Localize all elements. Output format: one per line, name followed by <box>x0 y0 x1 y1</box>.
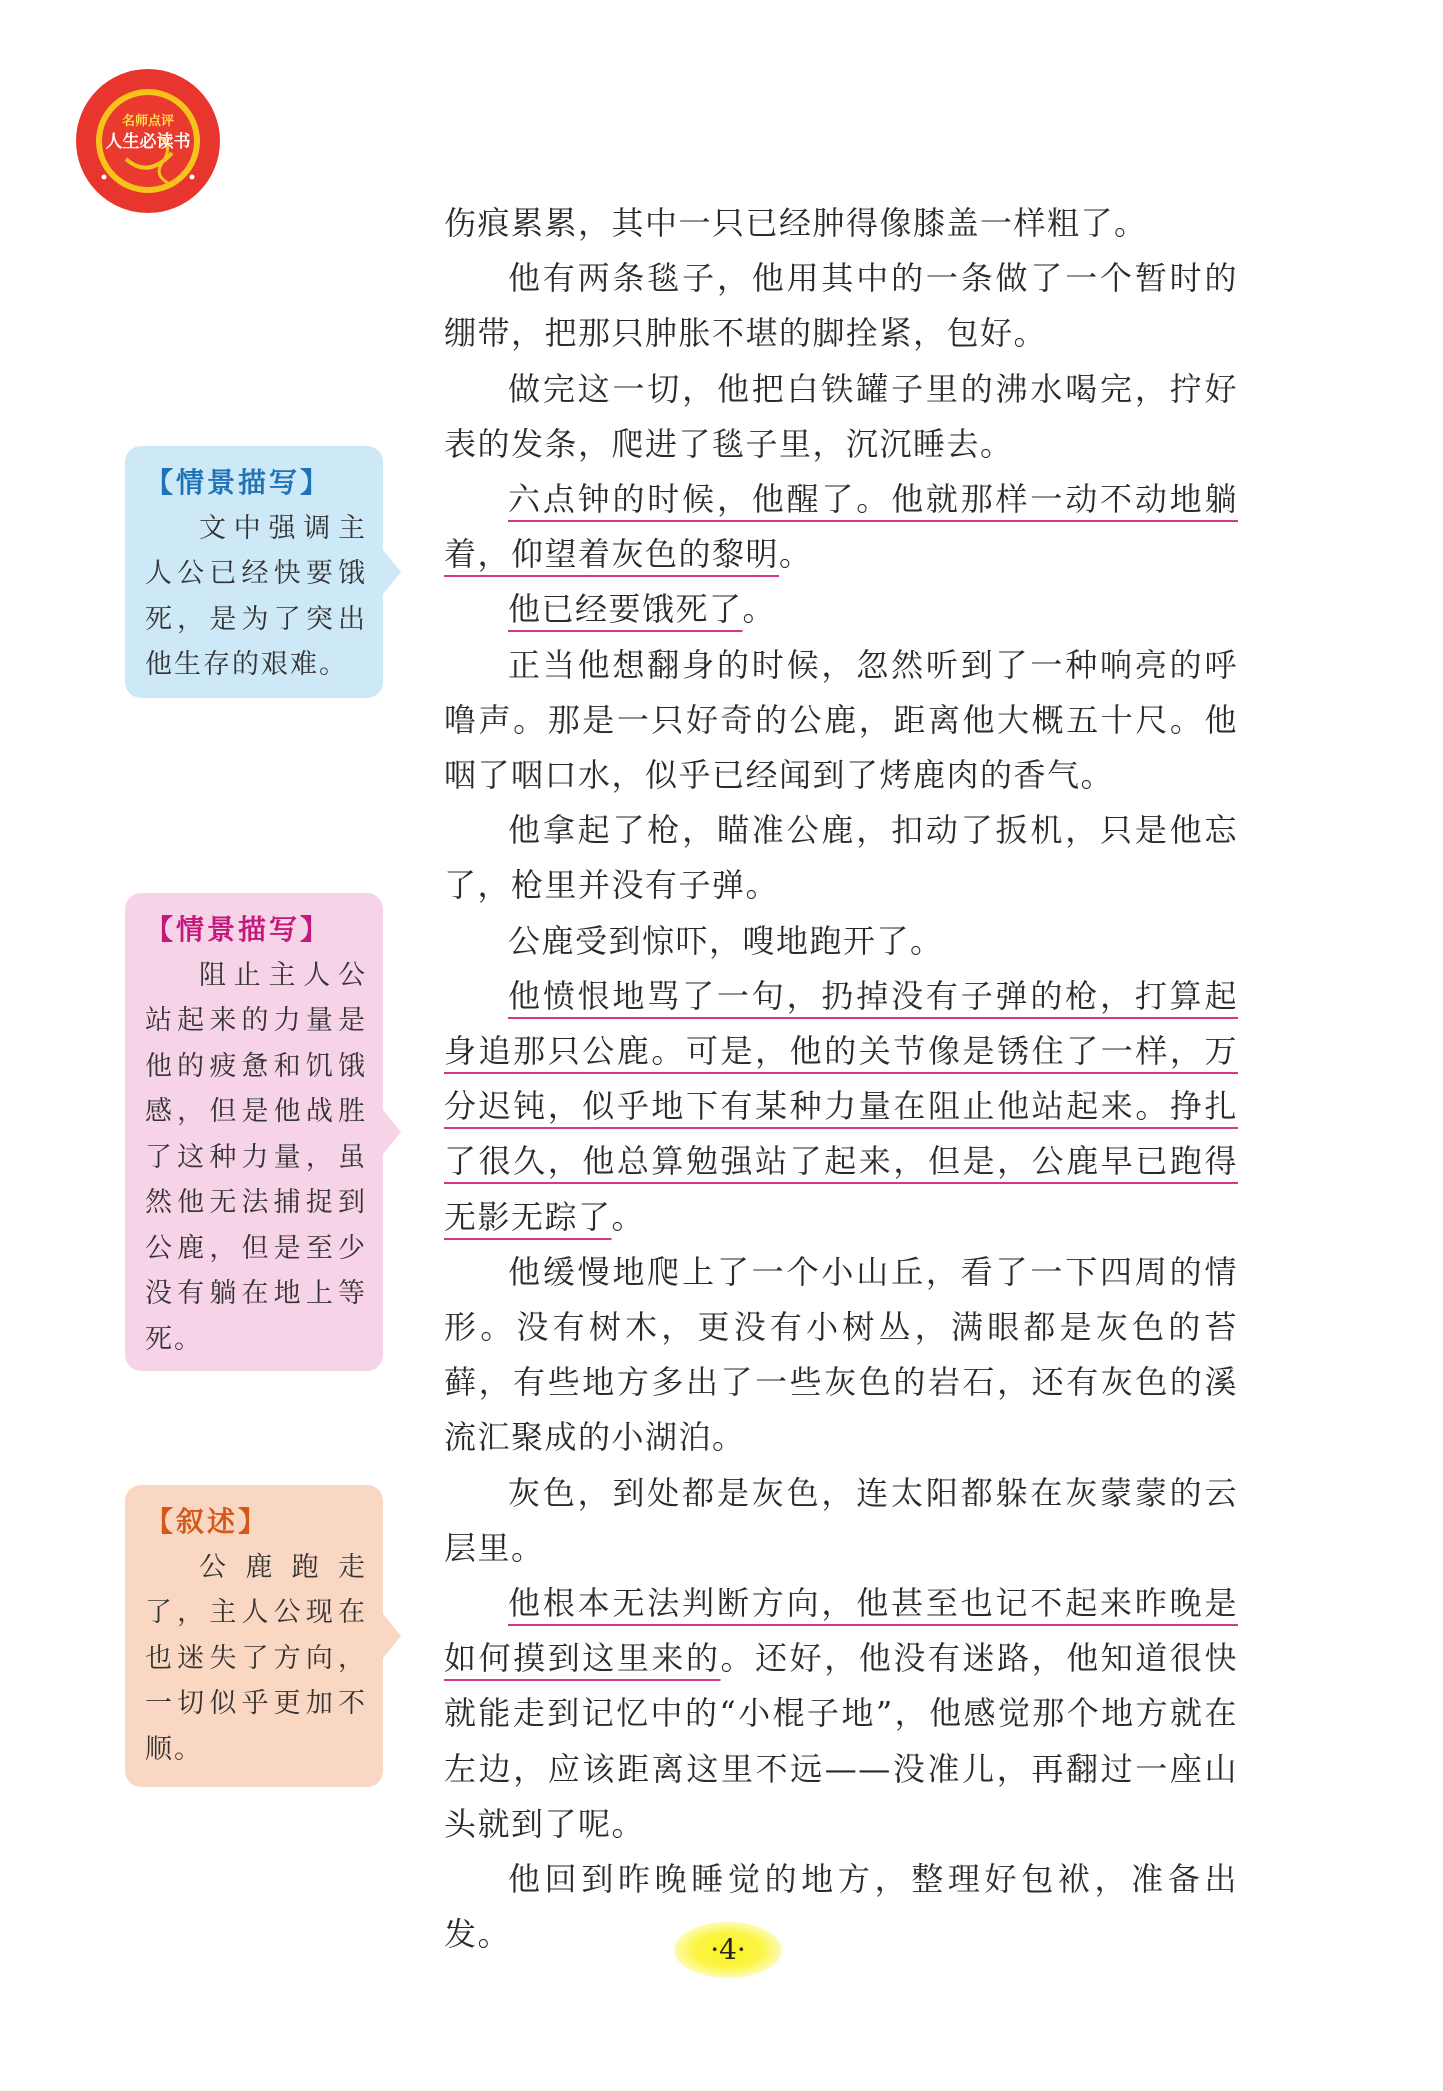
underlined-sentence: 六点钟的时候，他醒了。他就那样一动不动地躺着，仰望着灰色的黎明 <box>444 480 1238 574</box>
page-number: ·4· <box>674 1922 782 1978</box>
note-title: 【情景描写】 <box>145 466 332 499</box>
paragraph-tail: 。还好，他没有迷路，他知道很快就能走到记忆中的“小棍子地”，他感觉那个地方就在左边，应该距离这里不远——没准儿，再翻过一座山头就到了呢。 <box>444 1639 1238 1843</box>
logo-top-text: 名师点评 <box>121 114 175 129</box>
note-title: 【叙述】 <box>145 1505 270 1538</box>
paragraph-tail: 。 <box>742 590 777 629</box>
paragraph: 他有两条毯子，他用其中的一条做了一个暂时的绷带，把那只肿胀不堪的脚拴紧，包好。 <box>444 259 1238 353</box>
paragraph: 他缓慢地爬上了一个小山丘，看了一下四周的情形。没有树木，更没有小树丛，满眼都是灰色的苔藓，有些地方多出了一些灰色的岩石，还有灰色的溪流汇聚成的小湖泊。 <box>444 1252 1238 1457</box>
paragraph-tail: 。 <box>611 1197 646 1236</box>
note-body: 阻止主人公站起来的力量是他的疲惫和饥饿感，但是他战胜了这种力量，虽然他无法捕捉到公鹿，但是至少没有躺在地上等死。 <box>145 959 367 1355</box>
story-text <box>444 196 1238 1963</box>
underlined-sentence: 他根本无法判断方向，他甚至也记不起来昨晚是如何摸到这里来的 <box>444 1584 1238 1678</box>
paragraph-tail: 。 <box>779 535 813 574</box>
paragraph <box>444 472 1238 582</box>
note-body: 文中强调主人公已经快要饿死，是为了突出他生存的艰难。 <box>145 512 367 680</box>
paragraph: 正当他想翻身的时候，忽然听到了一种响亮的呼噜声。那是一只好奇的公鹿，距离他大概五十尺。他咽了咽口水，似乎已经闻到了烤鹿肉的香气。 <box>444 645 1238 795</box>
underlined-sentence: 他已经要饿死了 <box>508 590 743 629</box>
margin-note-narration <box>125 1485 383 1787</box>
note-body: 公鹿跑走了，主人公现在也迷失了方向，一切似乎更加不顺。 <box>145 1551 367 1765</box>
logo-seal-icon <box>74 67 222 215</box>
paragraph: 做完这一切，他把白铁罐子里的沸水喝完，拧好表的发条，爬进了毯子里，沉沉睡去。 <box>444 369 1238 463</box>
margin-note-scene-2 <box>125 893 383 1371</box>
paragraph <box>444 582 1238 637</box>
series-logo-badge <box>74 67 222 215</box>
paragraph: 他拿起了枪，瞄准公鹿，扣动了扳机，只是他忘了，枪里并没有子弹。 <box>444 811 1238 905</box>
note-title: 【情景描写】 <box>145 913 332 946</box>
paragraph: 伤痕累累，其中一只已经肿得像膝盖一样粗了。 <box>444 204 1148 242</box>
logo-title-text: 人生必读书 <box>105 132 191 152</box>
underlined-sentence: 他愤恨地骂了一句，扔掉没有子弹的枪，打算起身追那只公鹿。可是，他的关节像是锈住了一样，万分迟钝，似乎地下有某种力量在阻止他站起来。挣扎了很久，他总算勉强站了起来，但是，公鹿早已跑得无影无踪了 <box>444 976 1238 1236</box>
margin-note-scene-1 <box>125 446 383 698</box>
paragraph: 公鹿受到惊吓，嗖地跑开了。 <box>508 921 944 960</box>
paragraph: 灰色，到处都是灰色，连太阳都躲在灰蒙蒙的云层里。 <box>444 1473 1238 1567</box>
paragraph <box>444 969 1238 1245</box>
paragraph <box>444 1576 1238 1852</box>
paragraph: 他回到昨晚睡觉的地方，整理好包袱，准备出发。 <box>444 1860 1238 1954</box>
